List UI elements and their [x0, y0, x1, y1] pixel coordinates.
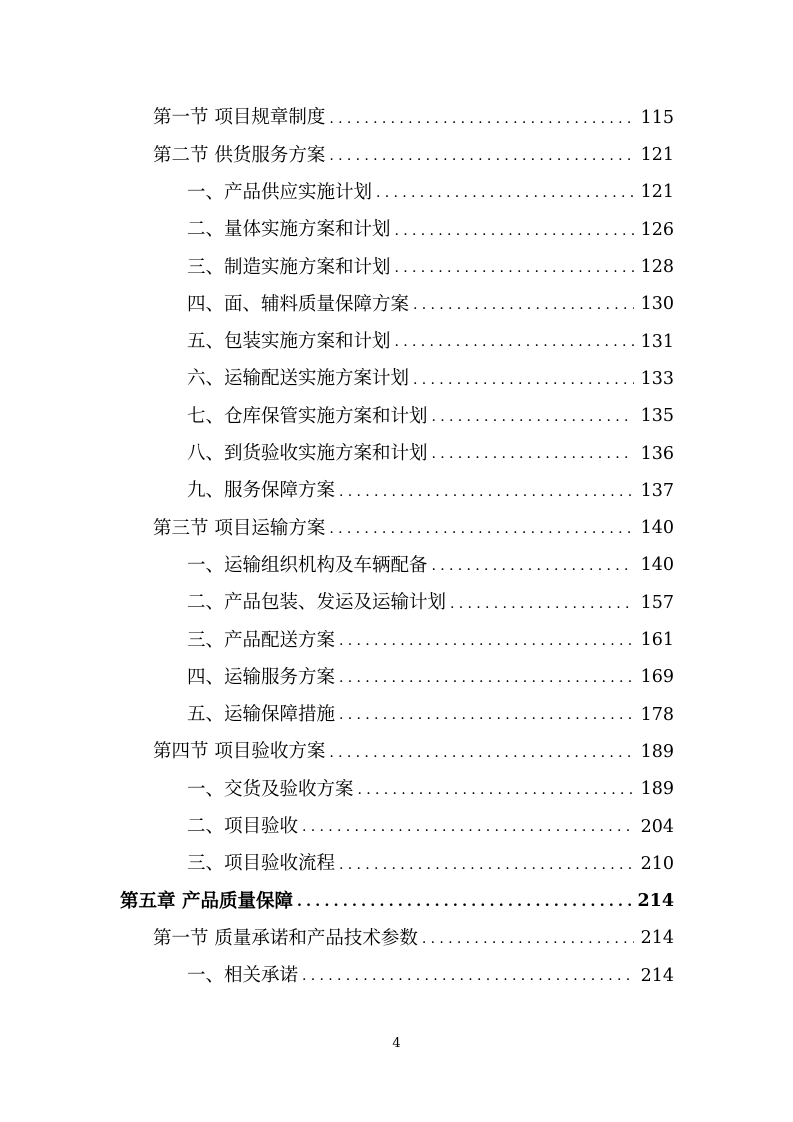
toc-entry[interactable]	[0, 622, 793, 659]
toc-entry-page: 169	[640, 667, 674, 688]
toc-entry-page: 133	[640, 368, 674, 389]
toc-dot-leader	[422, 932, 634, 946]
toc-dot-leader	[329, 746, 634, 760]
toc-entry[interactable]	[0, 212, 793, 249]
toc-entry-title: 第一节 质量承诺和产品技术参数	[153, 927, 418, 949]
toc-dot-leader	[339, 485, 634, 499]
toc-dot-leader	[302, 969, 634, 983]
toc-entry-page: 115	[640, 107, 674, 128]
toc-dot-leader	[329, 149, 634, 163]
toc-entry-page: 189	[640, 779, 674, 800]
toc-entry-title: 八、到货验收实施方案和计划	[187, 443, 428, 465]
toc-dot-leader	[329, 112, 634, 126]
toc-entry[interactable]	[0, 958, 793, 995]
toc-entry-page: 210	[640, 853, 674, 874]
toc-dot-leader	[413, 298, 634, 312]
toc-entry-page: 121	[640, 145, 674, 166]
toc-entry-title: 一、交货及验收方案	[187, 778, 354, 800]
toc-dot-leader	[339, 858, 634, 872]
toc-entry-title: 五、运输保障措施	[187, 704, 336, 726]
toc-entry-title: 一、相关承诺	[187, 965, 299, 987]
toc-entry-title: 第五章 产品质量保障	[120, 890, 293, 912]
toc-entry[interactable]	[0, 286, 793, 323]
toc-entry-title: 三、制造实施方案和计划	[187, 256, 391, 278]
toc-dot-leader	[413, 373, 634, 387]
toc-entry[interactable]	[0, 436, 793, 473]
toc-entry-page: 178	[640, 704, 674, 725]
toc-entry-page: 214	[640, 928, 674, 949]
toc-entry-title: 三、项目验收流程	[187, 853, 336, 875]
toc-entry[interactable]	[0, 361, 793, 398]
toc-entry-page: 140	[640, 518, 674, 539]
toc-dot-leader	[358, 783, 634, 797]
toc-dot-leader	[432, 559, 634, 573]
table-of-contents	[0, 100, 793, 995]
toc-dot-leader	[297, 895, 632, 909]
toc-entry-title: 六、运输配送实施方案计划	[187, 368, 410, 390]
toc-entry-page: 137	[640, 480, 674, 501]
toc-entry[interactable]	[0, 137, 793, 174]
toc-entry-title: 第二节 供货服务方案	[153, 144, 326, 166]
toc-dot-leader	[339, 671, 634, 685]
toc-entry-page: 126	[640, 219, 674, 240]
toc-entry-page: 189	[640, 741, 674, 762]
toc-entry[interactable]	[0, 659, 793, 696]
toc-entry-page: 136	[640, 443, 674, 464]
toc-entry[interactable]	[0, 846, 793, 883]
toc-dot-leader	[376, 186, 634, 200]
toc-entry-page: 121	[640, 182, 674, 203]
toc-entry-page: 131	[640, 331, 674, 352]
toc-entry[interactable]	[0, 324, 793, 361]
toc-entry-title: 四、运输服务方案	[187, 666, 336, 688]
toc-entry-title: 九、服务保障方案	[187, 480, 336, 502]
toc-entry-title: 二、项目验收	[187, 816, 299, 838]
toc-entry[interactable]	[0, 921, 793, 958]
toc-entry-page: 204	[640, 816, 674, 837]
toc-entry-page: 130	[640, 294, 674, 315]
toc-entry[interactable]	[0, 585, 793, 622]
toc-entry-page: 214	[640, 965, 674, 986]
toc-dot-leader	[339, 708, 634, 722]
toc-dot-leader	[450, 597, 634, 611]
toc-entry[interactable]	[0, 548, 793, 585]
page-number: 4	[392, 1036, 401, 1051]
toc-dot-leader	[432, 447, 634, 461]
toc-entry[interactable]	[0, 734, 793, 771]
toc-entry[interactable]	[0, 510, 793, 547]
toc-dot-leader	[432, 410, 634, 424]
toc-entry-page: 135	[640, 406, 674, 427]
toc-entry[interactable]	[0, 473, 793, 510]
toc-entry-page: 140	[640, 555, 674, 576]
toc-entry-title: 第一节 项目规章制度	[153, 107, 326, 129]
toc-entry-title: 第四节 项目验收方案	[153, 741, 326, 763]
toc-dot-leader	[395, 335, 634, 349]
toc-entry[interactable]	[0, 249, 793, 286]
toc-entry-page: 214	[637, 891, 674, 912]
toc-entry-title: 三、产品配送方案	[187, 629, 336, 651]
toc-entry-title: 二、产品包装、发运及运输计划	[187, 592, 447, 614]
toc-entry-title: 第三节 项目运输方案	[153, 517, 326, 539]
toc-entry[interactable]	[0, 398, 793, 435]
toc-entry-title: 四、面、辅料质量保障方案	[187, 293, 410, 315]
toc-entry-title: 二、量体实施方案和计划	[187, 219, 391, 241]
toc-entry[interactable]	[0, 771, 793, 808]
toc-dot-leader	[339, 634, 634, 648]
toc-entry-page: 128	[640, 257, 674, 278]
toc-dot-leader	[395, 224, 634, 238]
toc-entry-page: 161	[640, 630, 674, 651]
toc-dot-leader	[329, 522, 634, 536]
toc-entry-title: 七、仓库保管实施方案和计划	[187, 405, 428, 427]
toc-chapter-entry[interactable]	[0, 883, 793, 920]
toc-entry-page: 157	[640, 592, 674, 613]
toc-dot-leader	[302, 820, 634, 834]
toc-entry[interactable]	[0, 809, 793, 846]
toc-entry[interactable]	[0, 697, 793, 734]
toc-entry-title: 五、包装实施方案和计划	[187, 331, 391, 353]
toc-entry[interactable]	[0, 100, 793, 137]
toc-entry-title: 一、产品供应实施计划	[187, 181, 373, 203]
toc-entry-title: 一、运输组织机构及车辆配备	[187, 554, 428, 576]
toc-entry[interactable]	[0, 175, 793, 212]
toc-dot-leader	[395, 261, 634, 275]
